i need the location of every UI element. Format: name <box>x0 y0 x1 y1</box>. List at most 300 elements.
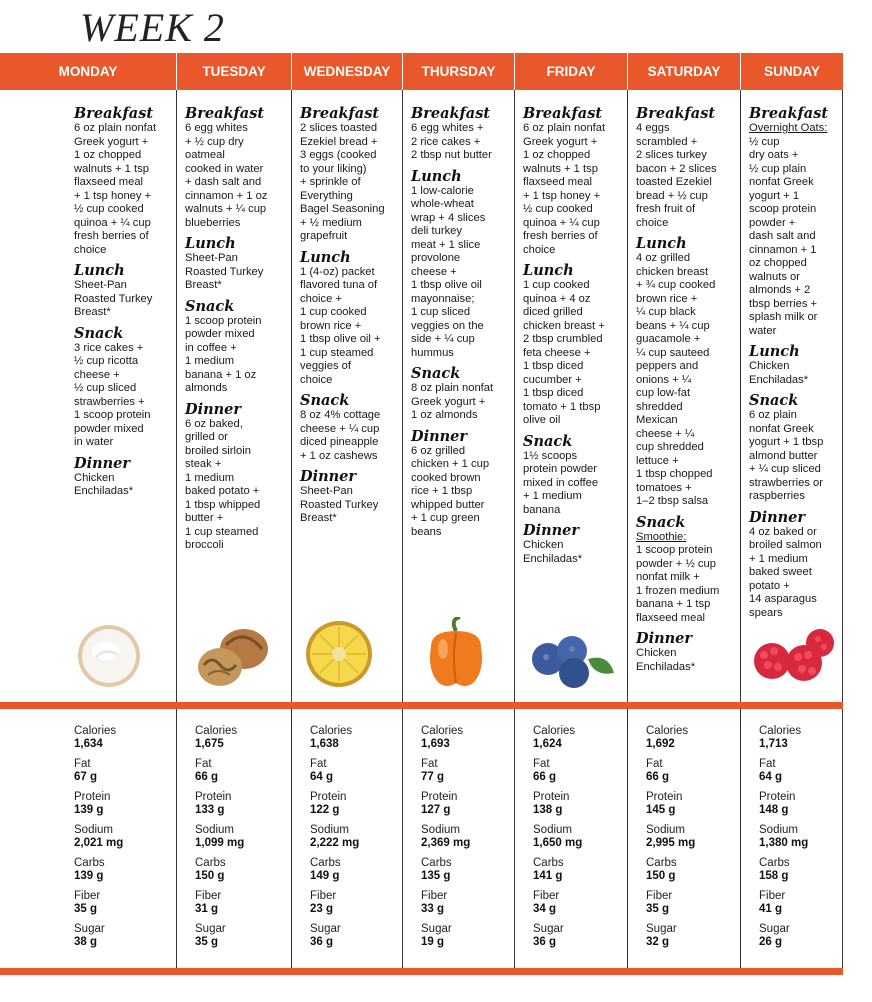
nutrition-value-carbs: 149 g <box>310 870 340 882</box>
meal-line: 1 cup steamed <box>185 525 259 538</box>
nutrition-value-fiber: 23 g <box>310 903 334 915</box>
meal-line: blueberries <box>185 216 241 229</box>
orange-pepper-image <box>421 617 491 694</box>
nutrition-value-calories: 1,713 <box>759 738 788 750</box>
nutrition-label-sodium: Sodium <box>195 824 234 836</box>
meal-line: choice <box>300 373 333 386</box>
meal-line: + 1 tsp honey + <box>74 189 152 202</box>
meal-description <box>749 122 838 338</box>
meal-line: 1 medium <box>185 355 235 367</box>
meal-line: walnuts + 1 tsp <box>74 162 149 175</box>
nutrition-value-sugar: 36 g <box>533 936 557 948</box>
meal-description <box>185 252 287 293</box>
meal-line: powder + ½ cup <box>636 557 716 570</box>
meal-line: Greek yogurt + <box>523 135 598 148</box>
meal-title-lunch: Lunch <box>523 262 574 279</box>
nutrition-value-calories: 1,634 <box>74 738 103 750</box>
meal-line: fresh berries of <box>523 230 598 242</box>
nutrition-value-protein: 122 g <box>310 804 340 816</box>
nutrition-label-sugar: Sugar <box>310 923 341 935</box>
meal-line: quinoa + ¼ cup <box>523 216 600 229</box>
meal-title-dinner: Dinner <box>411 427 468 445</box>
nutrition-value-sugar: 36 g <box>310 936 334 948</box>
meal-line: in water <box>74 436 114 448</box>
meal-line: grapefruit <box>300 230 348 242</box>
meal-line: cooked brown <box>411 471 481 484</box>
meal-title-snack: Snack <box>749 392 799 409</box>
meal-line: powder mixed <box>185 328 255 340</box>
meal-line: yogurt + 1 <box>749 189 800 202</box>
meal-line: cheese + ¼ cup <box>300 422 380 435</box>
meal-title-dinner: Dinner <box>636 630 693 647</box>
meal-title-breakfast: Breakfast <box>523 105 603 122</box>
day-column <box>515 90 628 702</box>
nutrition-label-calories: Calories <box>310 725 353 737</box>
meal-line: Breast* <box>74 306 111 318</box>
nutrition-label-carbs: Carbs <box>646 857 677 869</box>
meal-line: nonfat milk + <box>636 571 700 583</box>
day-header-friday: FRIDAY <box>515 53 628 90</box>
nutrition-label-fiber: Fiber <box>421 890 448 902</box>
meal-plan-grid <box>0 90 843 702</box>
divider <box>0 968 843 975</box>
nutrition-value-carbs: 139 g <box>74 870 104 882</box>
meal-line: 1 oz almonds <box>411 409 478 421</box>
day-column <box>403 90 515 702</box>
nutrition-label-calories: Calories <box>421 725 464 737</box>
meal-line: bread + ½ cup <box>636 189 708 202</box>
meal-line: meat + 1 slice <box>411 238 481 251</box>
nutrition-value-fiber: 31 g <box>195 903 219 915</box>
meal-line: 6 oz grilled <box>411 444 466 457</box>
meal-description <box>523 279 623 428</box>
meal-line: whole-wheat <box>411 198 474 210</box>
meal-line: Bagel Seasoning <box>300 203 385 215</box>
meal-line: 1 tbsp diced <box>523 360 584 372</box>
meal-line: strawberries + <box>74 395 145 408</box>
meal-line: cheese + <box>411 265 457 278</box>
meal-title-dinner: Dinner <box>523 522 580 539</box>
meal-line: choice <box>636 216 669 229</box>
meal-line: broccoli <box>185 539 224 551</box>
nutrition-value-carbs: 158 g <box>759 870 789 882</box>
meal-line: ½ cup plain <box>749 162 807 175</box>
nutrition-column <box>177 709 292 968</box>
nutrition-value-sodium: 2,222 mg <box>310 837 360 849</box>
nutrition-label-sugar: Sugar <box>421 923 452 935</box>
day-header-sunday: SUNDAY <box>764 64 820 79</box>
meal-line: scoop protein <box>749 203 817 215</box>
nutrition-label-fat: Fat <box>310 758 327 770</box>
meal-title-snack: Snack <box>411 365 461 382</box>
meal-description <box>636 122 736 230</box>
meal-description <box>523 539 623 566</box>
meal-line: dry oats + <box>749 149 799 161</box>
meal-description <box>185 315 287 396</box>
nutrition-label-sugar: Sugar <box>533 923 564 935</box>
meal-line: Sheet-Pan <box>185 252 238 264</box>
nutrition-label-fiber: Fiber <box>759 890 786 902</box>
nutrition-label-calories: Calories <box>74 725 117 737</box>
meal-line: diced pineapple <box>300 436 379 448</box>
meal-title-lunch: Lunch <box>636 235 687 252</box>
meal-line: 1 scoop protein <box>185 314 262 327</box>
meal-line: beans <box>411 525 442 538</box>
meal-line: 4 oz grilled <box>636 252 691 264</box>
nutrition-label-protein: Protein <box>310 791 347 803</box>
meal-line: guacamole + <box>636 333 701 345</box>
day-column <box>0 90 177 702</box>
meal-line: 6 egg whites <box>185 122 248 134</box>
nutrition-value-sugar: 38 g <box>74 936 98 948</box>
meal-title-lunch: Lunch <box>74 262 125 279</box>
meal-line: tomatoes + <box>636 481 692 494</box>
nutrition-label-carbs: Carbs <box>421 857 452 869</box>
meal-line: flaxseed meal <box>636 611 706 624</box>
meal-title-breakfast: Breakfast <box>749 105 829 122</box>
nutrition-value-fat: 77 g <box>421 771 445 783</box>
nutrition-label-fiber: Fiber <box>646 890 673 902</box>
meal-title-dinner: Dinner <box>300 468 357 485</box>
meal-line: Greek yogurt + <box>74 135 149 148</box>
meal-line: 2 rice cakes + <box>411 135 481 148</box>
nutrition-column <box>403 709 515 968</box>
meal-line: + 1 tsp honey + <box>523 189 601 202</box>
meal-description <box>636 252 736 509</box>
meal-description <box>411 445 510 540</box>
meal-line: tomato + 1 tbsp <box>523 400 601 413</box>
day-column <box>292 90 403 702</box>
nutrition-label-sugar: Sugar <box>759 923 790 935</box>
meal-subtitle: Overnight Oats: <box>749 122 828 134</box>
meal-line: cup shredded <box>636 441 704 453</box>
meal-subtitle: Smoothie: <box>636 530 687 543</box>
meal-line: 1 low-calorie <box>411 184 474 197</box>
meal-line: ½ cup ricotta <box>74 355 139 367</box>
meal-description <box>523 450 623 518</box>
meal-description <box>523 122 623 257</box>
meal-line: veggies on the <box>411 319 484 332</box>
meal-line: 2 slices toasted <box>300 122 378 134</box>
meal-line: spears <box>749 606 783 619</box>
meal-line: brown rice + <box>300 319 362 332</box>
meal-line: Roasted Turkey <box>185 265 264 278</box>
meal-line: baked potato + <box>185 485 260 497</box>
meal-line: 4 eggs <box>636 122 670 134</box>
nutrition-value-fiber: 33 g <box>421 903 445 915</box>
nutrition-value-protein: 139 g <box>74 804 104 816</box>
meal-line: 1–2 tbsp salsa <box>636 495 709 507</box>
raspberries-image <box>748 627 838 694</box>
meal-line: Enchiladas* <box>749 373 809 386</box>
meal-line: 8 oz plain nonfat <box>411 382 494 394</box>
nutrition-value-sugar: 19 g <box>421 936 445 948</box>
nutrition-value-fiber: 34 g <box>533 903 557 915</box>
meal-line: ½ cup cooked <box>74 203 144 215</box>
meal-line: Chicken <box>74 471 115 484</box>
meal-line: splash milk or <box>749 311 818 323</box>
meal-line: brown rice + <box>636 292 698 305</box>
meal-line: Sheet-Pan <box>300 485 353 497</box>
meal-title-lunch: Lunch <box>300 248 351 266</box>
nutrition-value-sodium: 1,099 mg <box>195 837 245 849</box>
meal-line: Roasted Turkey <box>300 498 379 511</box>
meal-line: ¼ cup black <box>636 306 696 318</box>
meal-line: Enchiladas* <box>523 552 583 565</box>
nutrition-label-fat: Fat <box>646 758 663 770</box>
nutrition-label-fat: Fat <box>759 758 776 770</box>
meal-line: Mexican <box>636 414 678 426</box>
day-header-tuesday: TUESDAY <box>177 53 292 90</box>
nutrition-value-sodium: 2,995 mg <box>646 837 696 849</box>
nutrition-value-carbs: 135 g <box>421 870 451 882</box>
meal-line: powder + <box>749 216 796 229</box>
meal-line: onions + ¼ <box>636 373 692 386</box>
meal-line: chicken + 1 cup <box>411 458 490 470</box>
meal-line: broiled sirloin <box>185 444 251 457</box>
meal-line: + sprinkle of <box>300 176 361 188</box>
nutrition-label-carbs: Carbs <box>533 857 564 869</box>
nutrition-label-carbs: Carbs <box>759 857 790 869</box>
meal-line: + 1 cup green <box>411 512 480 524</box>
meal-description <box>749 526 838 621</box>
meal-line: + ¾ cup cooked <box>636 279 716 291</box>
meal-line: 1 tbsp chopped <box>636 468 713 480</box>
nutrition-column <box>292 709 403 968</box>
meal-line: fresh fruit of <box>636 203 696 215</box>
nutrition-label-carbs: Carbs <box>74 857 105 869</box>
meal-line: baked sweet <box>749 566 812 578</box>
meal-description <box>636 647 736 674</box>
nutrition-label-sodium: Sodium <box>74 824 113 836</box>
day-header-saturday: SATURDAY <box>628 53 741 90</box>
meal-line: walnuts or <box>749 270 800 283</box>
meal-title-breakfast: Breakfast <box>411 105 491 122</box>
nutrition-value-fiber: 35 g <box>646 903 670 915</box>
meal-description <box>74 342 172 450</box>
meal-description <box>749 409 838 504</box>
meal-line: + ½ medium <box>300 216 362 229</box>
meal-description <box>636 531 736 626</box>
meal-line: 1 cup steamed <box>300 346 374 359</box>
nutrition-value-fiber: 35 g <box>74 903 98 915</box>
meal-line: powder mixed <box>74 422 144 435</box>
meal-line: 1 tbsp olive oil <box>411 279 482 291</box>
meal-line: diced grilled <box>523 306 583 318</box>
meal-line: grilled or <box>185 431 228 443</box>
meal-title-snack: Snack <box>74 324 124 342</box>
divider <box>0 702 843 709</box>
meal-line: to your liking) <box>300 162 367 175</box>
meal-line: side + ¼ cup <box>411 333 475 345</box>
nutrition-label-sugar: Sugar <box>195 923 226 935</box>
meal-line: rice + 1 tbsp <box>411 485 473 497</box>
nutrition-label-protein: Protein <box>421 791 458 803</box>
meal-line: banana <box>523 503 561 516</box>
meal-line: deli turkey <box>411 225 462 237</box>
meal-line: 2 tbsp nut butter <box>411 149 492 161</box>
nutrition-label-calories: Calories <box>759 725 802 737</box>
meal-line: raspberries <box>749 490 805 502</box>
nutrition-value-sugar: 32 g <box>646 936 670 948</box>
meal-line: ¼ cup sauteed <box>636 346 710 359</box>
nutrition-label-fat: Fat <box>74 758 91 770</box>
meal-title-snack: Snack <box>300 392 350 409</box>
nutrition-value-calories: 1,693 <box>421 738 450 750</box>
meal-line: oz chopped <box>749 257 807 269</box>
meal-line: Chicken <box>523 539 564 551</box>
meal-line: 6 egg whites + <box>411 122 484 134</box>
meal-description <box>300 485 398 526</box>
meal-line: + 1 medium <box>523 490 582 502</box>
meal-line: 1 cup cooked <box>300 306 367 318</box>
nutrition-label-protein: Protein <box>74 791 111 803</box>
meal-line: veggies of <box>300 360 351 372</box>
meal-line: bacon + 2 slices <box>636 162 717 175</box>
nutrition-column <box>628 709 741 968</box>
meal-line: cup low-fat <box>636 387 691 399</box>
nutrition-value-fat: 66 g <box>646 771 670 783</box>
blueberries-image <box>526 629 616 694</box>
meal-line: 3 rice cakes + <box>74 341 144 354</box>
meal-line: 1 tbsp olive oil + <box>300 333 381 345</box>
meal-line: beans + ¼ cup <box>636 319 710 332</box>
nutrition-label-protein: Protein <box>646 791 683 803</box>
meal-line: cooked in water <box>185 162 264 175</box>
meal-line: 3 eggs (cooked <box>300 149 377 161</box>
meal-line: oatmeal <box>185 149 225 161</box>
nutrition-value-calories: 1,624 <box>533 738 562 750</box>
meal-line: banana + 1 tsp <box>636 598 711 610</box>
meal-description <box>74 472 172 499</box>
meal-line: choice + <box>300 292 342 305</box>
yogurt-bowl-image <box>76 623 142 694</box>
meal-line: + 1 medium <box>749 552 808 565</box>
nutrition-label-calories: Calories <box>646 725 689 737</box>
meal-line: cinnamon + 1 <box>749 243 817 256</box>
meal-line: 6 oz baked, <box>185 417 243 430</box>
meal-line: Breast* <box>300 512 337 524</box>
nutrition-label-carbs: Carbs <box>310 857 341 869</box>
meal-title-breakfast: Breakfast <box>636 105 716 122</box>
nutrition-value-fat: 64 g <box>310 771 334 783</box>
nutrition-label-protein: Protein <box>195 791 232 803</box>
nutrition-value-protein: 138 g <box>533 804 563 816</box>
meal-line: 2 tbsp crumbled <box>523 333 603 345</box>
meal-line: butter + <box>185 512 224 524</box>
meal-description <box>74 279 172 320</box>
nutrition-value-fiber: 41 g <box>759 903 783 915</box>
nutrition-label-fiber: Fiber <box>74 890 101 902</box>
meal-line: walnuts + ¼ cup <box>185 203 267 215</box>
meal-line: choice <box>523 243 556 256</box>
nutrition-value-protein: 127 g <box>421 804 451 816</box>
meal-line: almonds + 2 <box>749 284 811 296</box>
meal-line: fresh berries of <box>74 230 149 242</box>
meal-line: tbsp berries + <box>749 297 818 310</box>
meal-description <box>749 360 838 387</box>
nutrition-value-sodium: 1,650 mg <box>533 837 583 849</box>
meal-line: strawberries or <box>749 476 823 489</box>
meal-line: Enchiladas* <box>636 660 696 673</box>
nutrition-value-sugar: 35 g <box>195 936 219 948</box>
meal-line: Chicken <box>636 647 677 659</box>
nutrition-value-sodium: 2,369 mg <box>421 837 471 849</box>
nutrition-label-calories: Calories <box>533 725 576 737</box>
nutrition-label-protein: Protein <box>533 791 570 803</box>
nutrition-grid <box>0 709 843 968</box>
day-column <box>628 90 741 702</box>
meal-line: 1 scoop protein <box>636 544 713 556</box>
meal-line: 1 tbsp whipped <box>185 498 261 511</box>
meal-line: cinnamon + 1 oz <box>185 189 268 202</box>
meal-line: peppers and <box>636 360 699 372</box>
meal-title-lunch: Lunch <box>185 235 236 252</box>
nutrition-value-sugar: 26 g <box>759 936 783 948</box>
meal-line: dash salt and <box>749 230 816 242</box>
meal-line: flavored tuna of <box>300 279 378 291</box>
nutrition-label-carbs: Carbs <box>195 857 226 869</box>
meal-description <box>185 418 287 553</box>
meal-line: 1 scoop protein <box>74 409 151 421</box>
pineapple-slice-image <box>304 619 374 694</box>
nutrition-label-sodium: Sodium <box>310 824 349 836</box>
nutrition-value-fat: 66 g <box>195 771 219 783</box>
nutrition-label-sugar: Sugar <box>646 923 677 935</box>
meal-line: lettuce + <box>636 454 679 467</box>
nutrition-label-fat: Fat <box>421 758 438 770</box>
meal-line: ½ cup <box>749 135 780 148</box>
meal-line: Greek yogurt + <box>411 395 486 408</box>
meal-line: Roasted Turkey <box>74 292 153 305</box>
nutrition-value-fat: 67 g <box>74 771 98 783</box>
meal-line: 6 oz plain nonfat <box>74 122 157 134</box>
nutrition-value-protein: 145 g <box>646 804 676 816</box>
meal-description <box>411 185 510 361</box>
day-header-bar <box>0 53 843 90</box>
nutrition-value-calories: 1,692 <box>646 738 675 750</box>
meal-line: Breast* <box>185 279 222 291</box>
meal-line: 1½ scoops <box>523 449 578 462</box>
meal-line: 1 medium <box>185 471 235 484</box>
nutrition-value-calories: 1,638 <box>310 738 339 750</box>
meal-line: nonfat Greek <box>749 422 814 435</box>
meal-line: walnuts + 1 tsp <box>523 162 598 175</box>
meal-line: 1 oz chopped <box>74 149 142 161</box>
meal-line: 4 oz baked or <box>749 525 817 538</box>
meal-line: 6 oz plain nonfat <box>523 122 606 134</box>
nutrition-value-protein: 148 g <box>759 804 789 816</box>
nutrition-column <box>741 709 843 968</box>
meal-line: cucumber + <box>523 373 582 386</box>
meal-description <box>411 122 510 163</box>
meal-line: 14 asparagus <box>749 593 817 605</box>
meal-description <box>300 266 398 388</box>
meal-line: broiled salmon <box>749 539 822 551</box>
meal-line: chicken breast + <box>523 319 605 332</box>
meal-description <box>300 122 398 244</box>
meal-line: olive oil <box>523 414 561 426</box>
nutrition-value-carbs: 150 g <box>195 870 225 882</box>
nutrition-label-sodium: Sodium <box>533 824 572 836</box>
meal-line: whipped butter <box>411 498 485 511</box>
meal-title-snack: Snack <box>523 432 573 450</box>
meal-line: choice <box>74 243 107 256</box>
meal-line: scrambled + <box>636 135 698 148</box>
nutrition-value-fat: 64 g <box>759 771 783 783</box>
meal-line: in coffee + <box>185 341 237 354</box>
meal-line: shredded <box>636 400 683 413</box>
